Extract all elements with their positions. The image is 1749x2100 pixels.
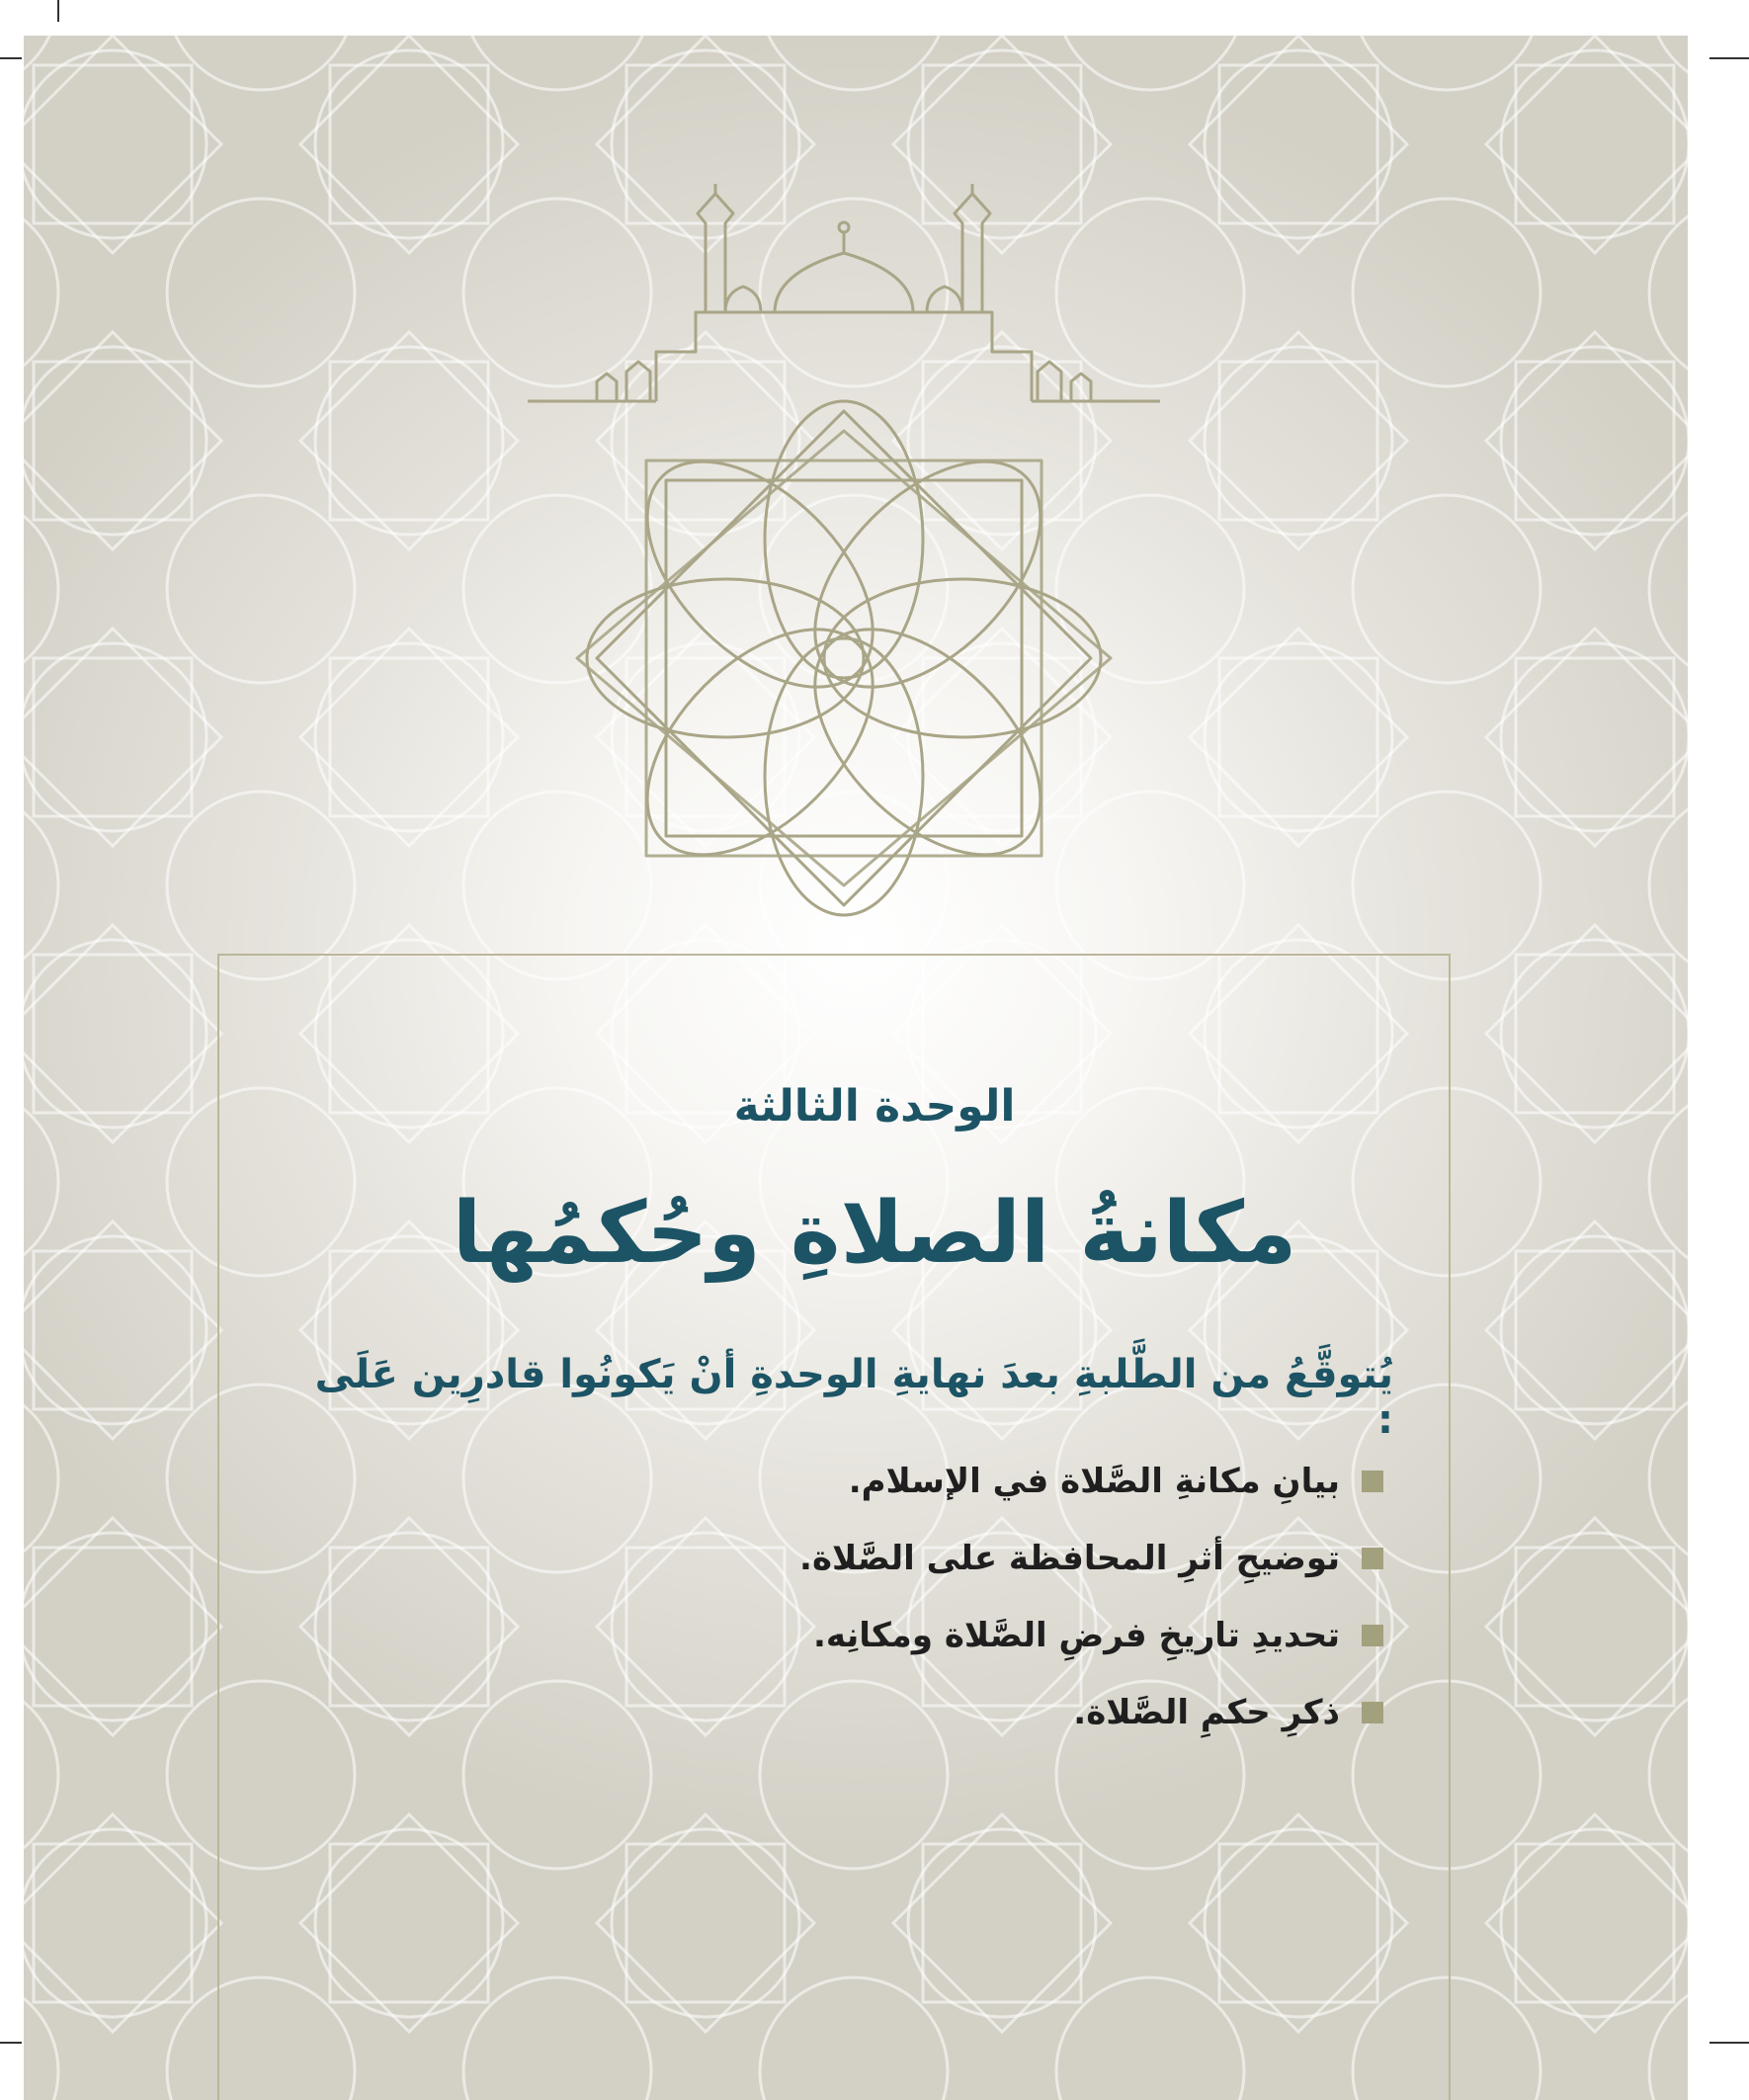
- objective-text: ذكرِ حكمِ الصَّلاة.: [1073, 1693, 1340, 1732]
- objective-text: بيانِ مكانةِ الصَّلاة في الإسلام.: [848, 1462, 1340, 1501]
- crop-mark: [0, 2042, 22, 2044]
- islamic-star-ornament-icon: [478, 184, 1209, 1073]
- page-sheet: [24, 36, 1688, 2100]
- unit-label: الوحدة الثالثة: [733, 1081, 1016, 1132]
- square-bullet-icon: [1362, 1702, 1383, 1723]
- page-title: مكانةُ الصلاةِ وحُكمُها: [452, 1184, 1297, 1283]
- list-item: [395, 1443, 1383, 1520]
- square-bullet-icon: [1362, 1625, 1383, 1646]
- crop-mark: [1709, 2042, 1749, 2044]
- objective-text: توضيحِ أثرِ المحافظة على الصَّلاة.: [799, 1539, 1340, 1578]
- square-bullet-icon: [1362, 1548, 1383, 1569]
- crop-mark: [0, 57, 22, 59]
- objective-text: تحديدِ تاريخِ فرضِ الصَّلاة ومكانِه.: [812, 1616, 1340, 1655]
- list-item: [395, 1597, 1383, 1674]
- objectives-list: [395, 1443, 1383, 1751]
- mosque-icon: [528, 184, 1160, 401]
- square-bullet-icon: [1362, 1470, 1383, 1492]
- crop-mark: [1709, 57, 1749, 59]
- list-item: [395, 1520, 1383, 1597]
- crop-mark: [57, 0, 59, 22]
- list-item: [395, 1674, 1383, 1751]
- intro-text: يُتوقَّعُ من الطَّلبةِ بعدَ نهايةِ الوحدةِ أنْ يَكونُوا قادرِين عَلَى :: [314, 1352, 1393, 1443]
